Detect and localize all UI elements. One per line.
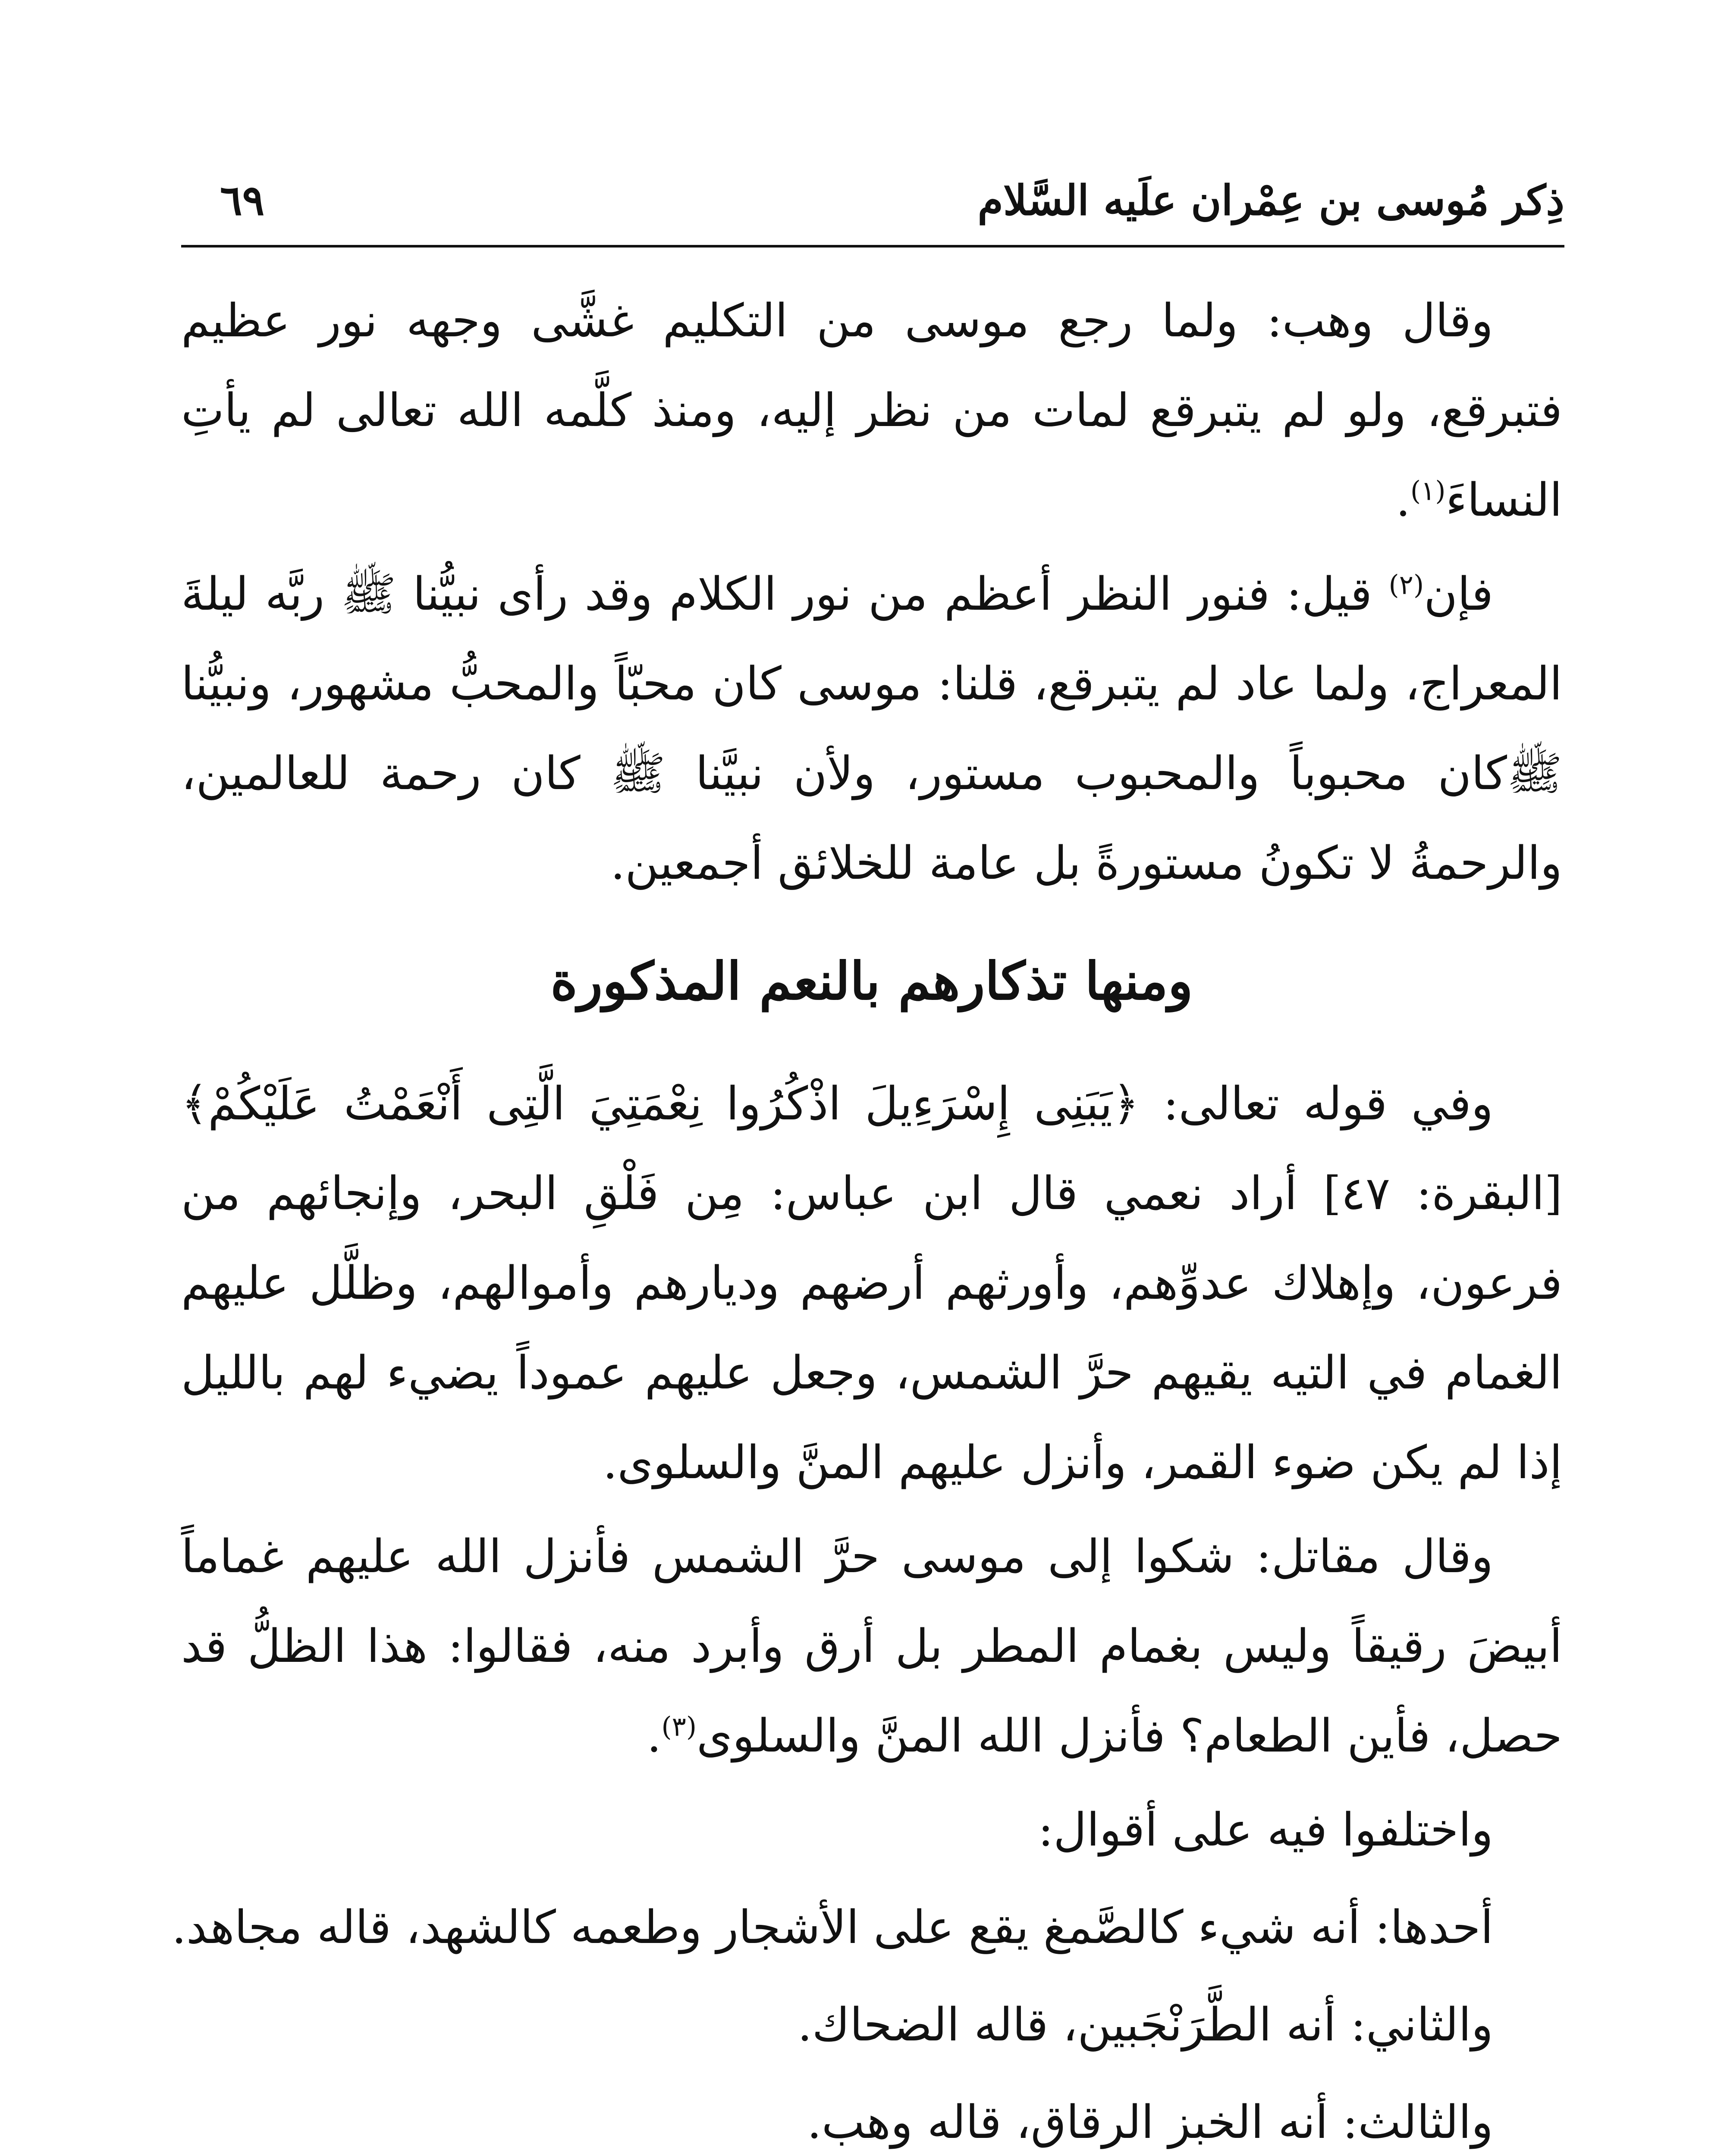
paragraph-question: فإن$^{(٢)}$ قيل: فنور النظر أعظم من نور الكلام وقد رأى نبيُّنا ﷺ ربَّه ليلةَ المعراج، ولما عاد لم يتبرقع، قلنا: موسى كان محبّاً والمحبُّ مشهور، ونبيُّنا ﷺكان محبوباً والمحبوب مستور، ولأن نبيَّنا ﷺ كان رحمة للعالمين، والرحمةُ لا تكونُ مستورةً بل عامة للخلائق أجمعين. bbox=[181, 567, 1562, 890]
section-heading: ومنها تذكارهم بالنعم المذكورة bbox=[550, 951, 1193, 1012]
list-intro: واختلفوا فيه على أقوال: bbox=[1038, 1803, 1493, 1856]
footnote-ref-3: (٣) bbox=[661, 1711, 697, 1742]
footnote-ref-2: (٢) bbox=[1388, 569, 1424, 601]
main-text bbox=[172, 276, 1563, 2156]
running-header bbox=[181, 170, 1564, 231]
list-item: والثاني: أنه الطَّرَنْجَبين، قاله الضحاك. bbox=[798, 1998, 1493, 2051]
chapter-title: ذِكر مُوسى بن عِمْران علَيه السَّلام bbox=[977, 176, 1564, 225]
header-rule bbox=[181, 245, 1564, 248]
list-item: أحدها: أنه شيء كالصَّمغ يقع على الأشجار وطعمه كالشهد، قاله مجاهد. bbox=[172, 1901, 1493, 1954]
footnote-ref-1: (١) bbox=[1410, 475, 1446, 507]
paragraph-muqatil: وقال مقاتل: شكوا إلى موسى حرَّ الشمس فأنزل الله عليهم غماماً أبيضَ رقيقاً وليس بغمام المطر بل أرق وأبرد منه، فقالوا: هذا الظلُّ قد حصل، فأين الطعام؟ فأنزل الله المنَّ والسلوى$^{(٣)}$. bbox=[181, 1530, 1562, 1762]
paragraph-wahb: وقال وهب: ولما رجع موسى من التكليم غشَّى وجهه نور عظيم فتبرقع، ولو لم يتبرقع لمات من نظر إليه، ومنذ كلَّمه الله تعالى لم يأتِ النساءَ$^{(١)}$. bbox=[181, 294, 1562, 526]
page-number: ٦٩ bbox=[220, 176, 265, 225]
list-item: والثالث: أنه الخبز الرقاق، قاله وهب. bbox=[807, 2096, 1493, 2149]
paragraph-verse: وفي قوله تعالى: ﴿يَبَنِى إِسْرَءِيلَ اذْكُرُوا نِعْمَتِيَ الَّتِى أَنْعَمْتُ عَلَيْكُمْ﴾[البقرة: ٤٧] أراد نعمي قال ابن عباس: مِن فَلْقِ البحر، وإنجائهم من فرعون، وإهلاك عدوِّهم، وأورثهم أرضهم وديارهم وأموالهم، وظلَّل عليهم الغمام في التيه يقيهم حرَّ الشمس، وجعل عليهم عموداً يضيء لهم بالليل إذا لم يكن ضوء القمر، وأنزل عليهم المنَّ والسلوى. bbox=[181, 1077, 1563, 1489]
